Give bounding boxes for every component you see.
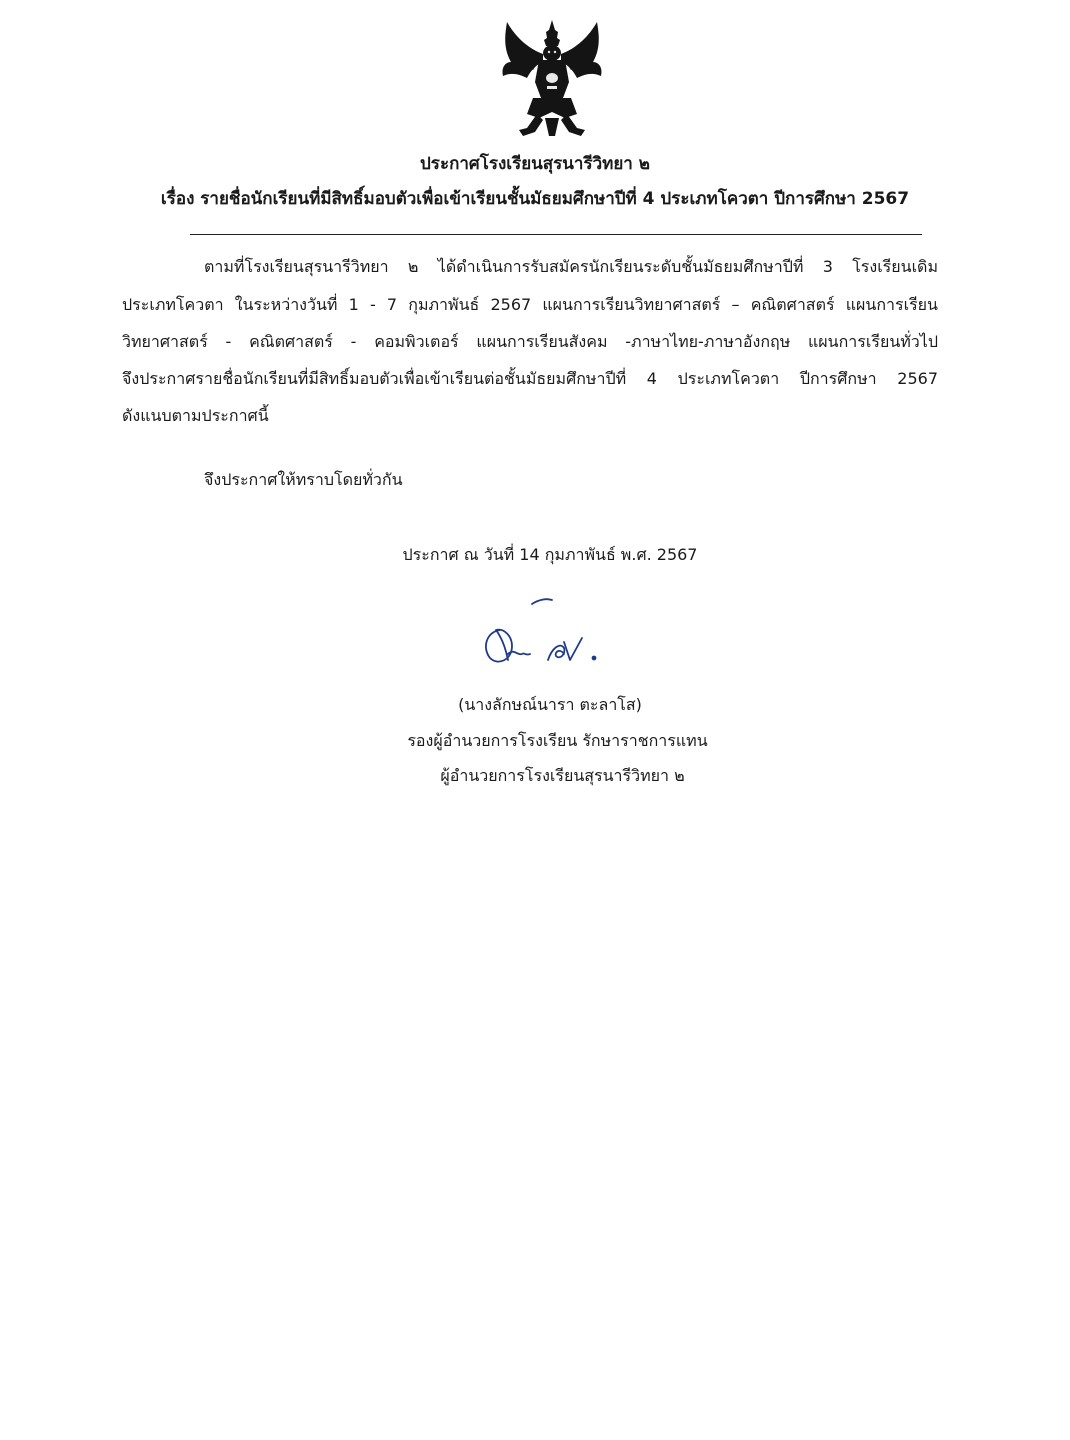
body-line-4: จึงประกาศรายชื่อนักเรียนที่มีสิทธิ์มอบตัวเพื่อเข้าเรียนต่อชั้นมัธยมศึกษาปีที่ 4 ประเภทโควตา ปีการศึกษา 2567: [122, 369, 938, 388]
title-divider: [190, 234, 922, 235]
signatory-position-1: รองผู้อำนวยการโรงเรียน รักษาราชการแทน: [407, 731, 708, 750]
body-line-2: ประเภทโควตา ในระหว่างวันที่ 1 - 7 กุมภาพันธ์ 2567 แผนการเรียนวิทยาศาสตร์ – คณิตศาสตร์ แผนการเรียน: [122, 295, 938, 314]
body-line-3: วิทยาศาสตร์ - คณิตศาสตร์ - คอมพิวเตอร์ แผนการเรียนสังคม -ภาษาไทย-ภาษาอังกฤษ แผนการเรียนทั่วไป: [122, 332, 938, 351]
garuda-emblem-icon: [497, 18, 607, 140]
signatory-name: (นางลักษณ์นารา ตะลาโส): [458, 695, 642, 714]
announcement-subject: เรื่อง รายชื่อนักเรียนที่มีสิทธิ์มอบตัวเพื่อเข้าเรียนชั้นมัธยมศึกษาปีที่ 4 ประเภทโควตา ปีการศึกษา 2567: [160, 189, 910, 209]
body-line-5: ดังแนบตามประกาศนี้: [122, 406, 269, 425]
announcement-date: ประกาศ ณ วันที่ 14 กุมภาพันธ์ พ.ศ. 2567: [402, 545, 698, 564]
announcement-title: ประกาศโรงเรียนสุรนารีวิทยา ๒: [420, 154, 650, 174]
handwritten-signature-icon: [472, 590, 632, 680]
signatory-position-2: ผู้อำนวยการโรงเรียนสุรนารีวิทยา ๒: [440, 766, 685, 785]
body-line-1: ตามที่โรงเรียนสุรนารีวิทยา ๒ ได้ดำเนินการรับสมัครนักเรียนระดับชั้นมัธยมศึกษาปีที่ 3 โรงเรียนเดิม: [204, 257, 938, 276]
closing-statement: จึงประกาศให้ทราบโดยทั่วกัน: [204, 470, 403, 489]
